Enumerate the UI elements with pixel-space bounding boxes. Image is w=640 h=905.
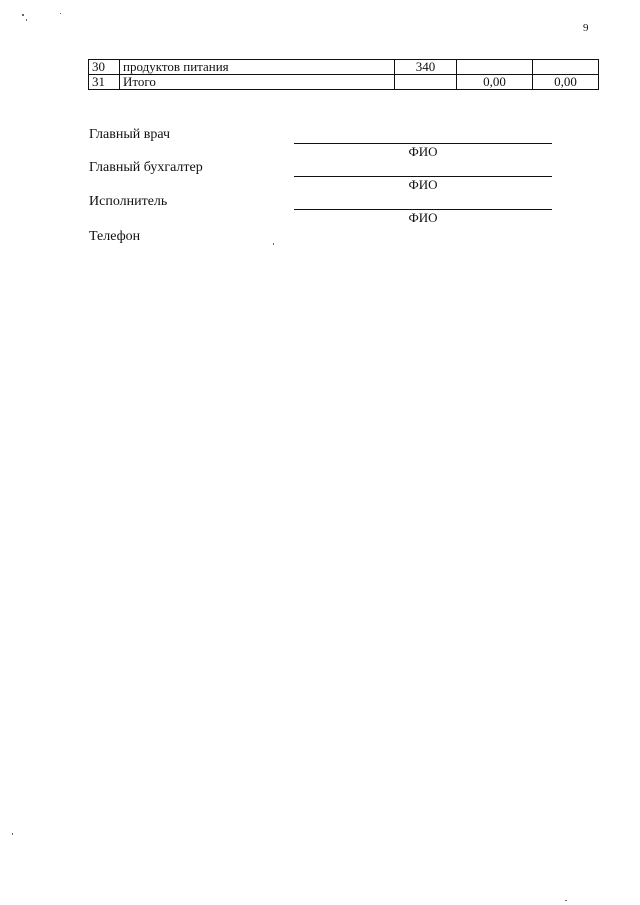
executor-name-caption: ФИО	[408, 210, 438, 225]
scan-speck	[60, 13, 61, 14]
chief-accountant-name-caption: ФИО	[408, 177, 438, 192]
row-value-1	[457, 60, 533, 75]
row-code	[395, 75, 457, 90]
chief-doctor-label: Главный врач	[89, 127, 171, 142]
row-number: 30	[89, 60, 120, 75]
row-name: Итого	[120, 75, 395, 90]
scan-speck	[22, 14, 24, 16]
scan-speck	[26, 19, 27, 21]
scan-speck	[12, 833, 13, 835]
row-value-1: 0,00	[457, 75, 533, 90]
chief-doctor-name-caption: ФИО	[408, 144, 438, 159]
table-row	[89, 75, 599, 90]
row-value-2	[533, 60, 599, 75]
table-row	[89, 60, 599, 75]
row-value-2: 0,00	[533, 75, 599, 90]
row-name: продуктов питания	[120, 60, 395, 75]
page-number: 9	[583, 22, 589, 34]
phone-label: Телефон	[89, 229, 141, 244]
executor-label: Исполнитель	[89, 194, 168, 209]
row-code: 340	[395, 60, 457, 75]
chief-accountant-label: Главный бухгалтер	[89, 160, 203, 175]
scan-speck	[273, 243, 274, 245]
expense-table	[88, 59, 599, 90]
row-number: 31	[89, 75, 120, 90]
scan-speck	[565, 900, 567, 901]
